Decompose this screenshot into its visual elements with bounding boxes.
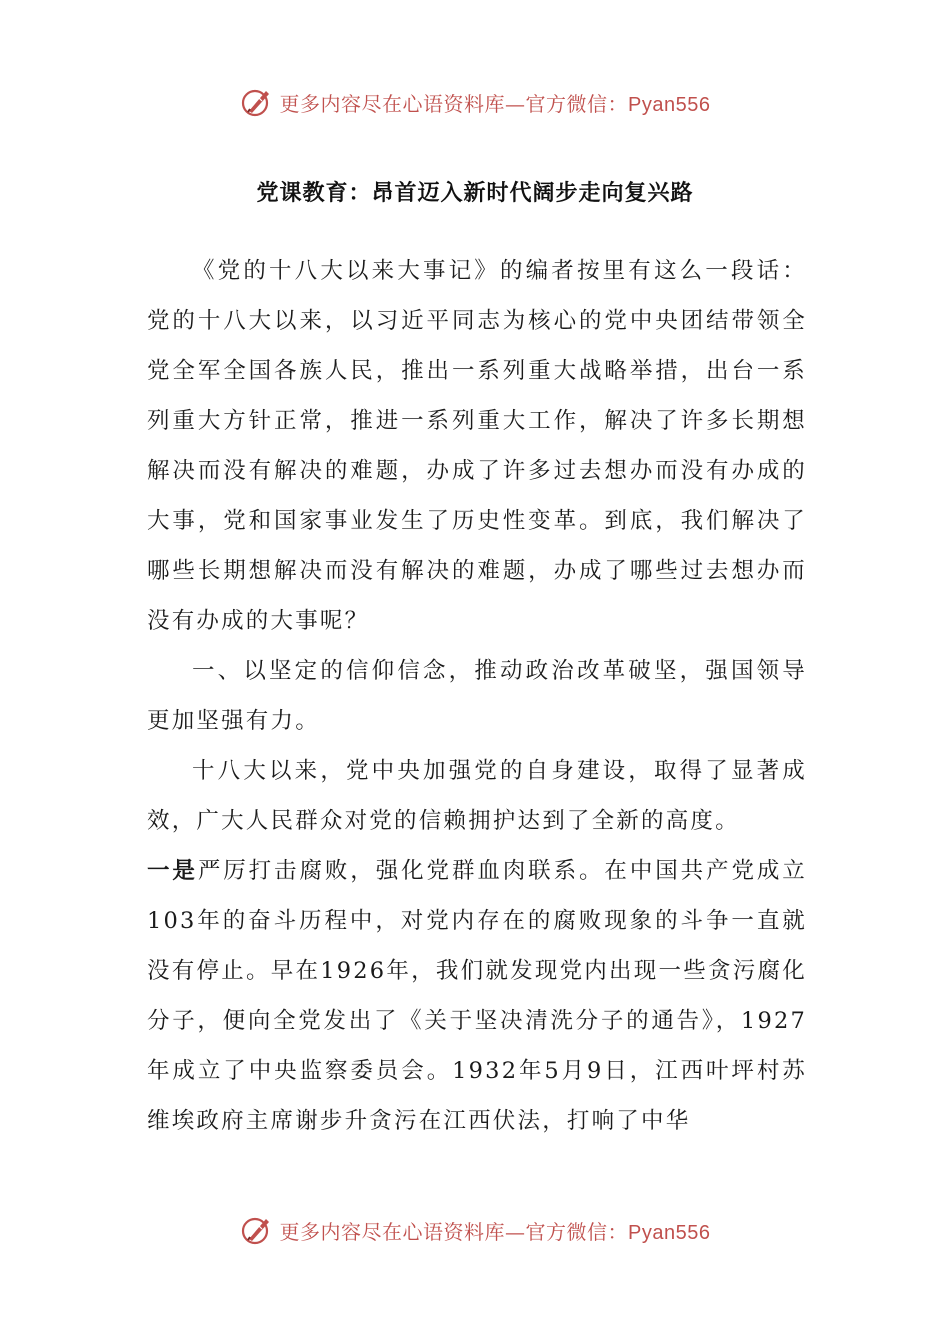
watermark-text: 更多内容尽在心语资料库—官方微信： (279, 1219, 629, 1244)
watermark-wechat-id: Pyan556 (628, 93, 711, 116)
quill-logo-icon (240, 85, 274, 119)
document-title: 党课教育：昂首迈入新时代阔步走向复兴路 (256, 181, 694, 206)
paragraph-point-one (147, 846, 807, 1146)
watermark-wechat-id: Pyan556 (628, 1221, 711, 1244)
watermark-text: 更多内容尽在心语资料库—官方微信： (279, 91, 629, 116)
point-one-lead: 一是 (147, 858, 198, 884)
quill-logo-icon (240, 1213, 274, 1247)
paragraph-intro: 《党的十八大以来大事记》的编者按里有这么一段话：党的十八大以来，以习近平同志为核心的党中央团结带领全党全军全国各族人民，推出一系列重大战略举措，出台一系列重大方针正常，推进一系列重大工作，解决了许多长期想解决而没有解决的难题，办成了许多过去想办而没有办成的大事，党和国家事业发生了历史性变革。到底，我们解决了哪些长期想解决而没有解决的难题，办成了哪些过去想办而没有办成的大事呢？ (147, 258, 807, 634)
document-body (147, 246, 807, 1146)
watermark-banner-top (0, 82, 950, 122)
paragraph-summary: 十八大以来，党中央加强党的自身建设，取得了显著成效，广大人民群众对党的信赖拥护达到了全新的高度。 (147, 758, 807, 834)
paragraph-section-heading: 一、以坚定的信仰信念，推动政治改革破坚，强国领导更加坚强有力。 (147, 658, 807, 734)
point-one-text: 严厉打击腐败，强化党群血肉联系。在中国共产党成立103年的奋斗历程中，对党内存在的腐败现象的斗争一直就没有停止。早在1926年，我们就发现党内出现一些贪污腐化分子，便向全党发出了《关于坚决清洗分子的通告》，1927年成立了中央监察委员会。1932年5月9日，江西叶坪村苏维埃政府主席谢步升贪污在江西伏法，打响了中华 (147, 858, 807, 1134)
watermark-banner-bottom (0, 1210, 950, 1250)
